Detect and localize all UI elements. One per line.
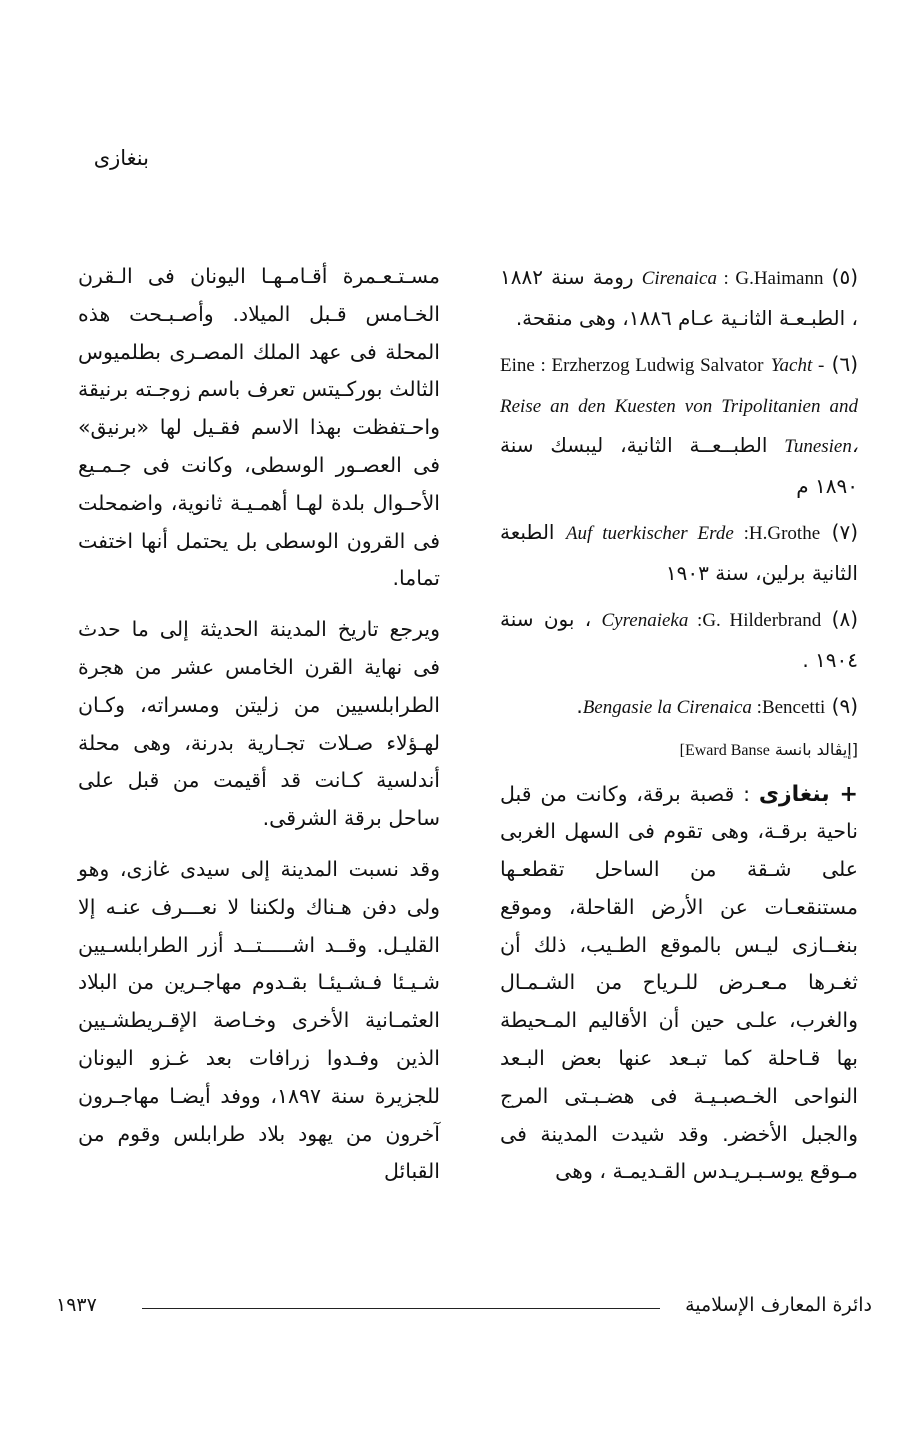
- footnote-number: (٧): [831, 520, 859, 544]
- footnote-text: الطبعة الثانية برلين، سنة ١٩٠٣: [500, 520, 858, 585]
- footnote-title: Bengasie la Cirenaica: [582, 697, 752, 718]
- footnote-number: (٩): [831, 694, 858, 718]
- footnote-title: Yacht - Reise an den Kuesten von Tripolitanien and Tunesien،: [500, 355, 858, 457]
- entry-heading: + بنغازى: [758, 781, 858, 807]
- signature-latin: Eward Banse]: [679, 741, 770, 759]
- footnote-6: [500, 345, 858, 506]
- page-footer: [56, 1294, 872, 1324]
- author-signature: [500, 735, 858, 766]
- page-number: ١٩٣٧: [56, 1294, 97, 1316]
- right-column: [500, 258, 858, 1191]
- entry-text: : قصبة برقة، وكانت من قبل ناحية برقـة، وهى تقوم فى السهل الغربى على شـقة من الساحل تقطعـها مستنقعـات عن الأرض القاحلة، وموقع بنغــازى ليـس بالموقع الطـيب، ذلك أن ثغـرها مـعـرض للـرياح من الشـمـال والغرب، علـى حين أن الأقاليم المـحيطة بها قـاحلة كما تبـعد عنها بعض البـعد النواحى الخـصبـيـة فى هضـبـتى المرج والجبل الأخضر. وقد شيدت المدينة فى مـوقع يوسـبـريـدس القـديمـة ، وهى: [500, 781, 858, 1184]
- footnote-5: [500, 258, 858, 338]
- signature-arabic: [إيڤالد بانسة: [774, 739, 858, 759]
- footnote-8: [500, 600, 858, 680]
- paragraph-2: ويرجع تاريخ المدينة الحديثة إلى ما حدث فى نهاية القرن الخامس عشر من هجرة الطرابلسيين من زليتن ومسراته، وكـان لهـؤلاء صـلات تجـارية بدرنة، وهى محلة أندلسية كـانت قد أقيمت من قبل على ساحل برقة الشرقى.: [78, 617, 440, 831]
- entry-paragraph: [500, 776, 858, 1192]
- running-header: بنغازى: [93, 146, 149, 170]
- footnote-number: (٦): [831, 352, 859, 376]
- left-column: [78, 258, 440, 1204]
- footnote-text: رومة سنة ١٨٨٢ ، الطبـعـة الثانـية عـام ١٨٨٦، وهى منقحة.: [500, 265, 858, 330]
- paragraph-1: مسـتـعـمرة أقـامـهـا اليونان فى الـقرن الخـامس قـبل الميلاد. وأصـبـحت هذه المحلة فى عهد الملك المصـرى بطلميوس الثالث بوركـيتس تعرف باسم زوجـته برنيقة واحـتفظت بهذا الاسم فقـيل لها «برنيق» فى العصـور الوسطى، وكانت فى جـمـيع الأحـوال بلدة لهـا أهمـيـة ثانوية، واضمحلت فى القرون الوسطى بل يحتمل أنها اختفت تماما.: [78, 264, 440, 591]
- footer-rule: [142, 1308, 660, 1309]
- footnote-text: .: [576, 694, 583, 718]
- footnote-9: [500, 687, 858, 728]
- footnote-number: (٨): [831, 607, 858, 631]
- footnote-author: :Bencetti: [751, 697, 826, 718]
- footnote-7: [500, 513, 858, 593]
- footnote-author: :H.Grothe: [733, 523, 821, 544]
- footnote-author: : G.Haimann: [716, 268, 824, 289]
- footnote-title: Auf tuerkischer Erde: [565, 523, 734, 544]
- paragraph-3: وقد نسبت المدينة إلى سيدى غازى، وهو ولى دفن هـناك ولكننا لا نعـــرف عنـه إلا القليـل. وقــد اشـــــتــد أزر الطرابلسـيين شـيـئا فـشـيئـا بقـدوم مهاجـرين من البلاد العثمـانية الأخرى وخـاصة الإقـريطشـيين الذين وفـدوا زرافات بعد غـزو اليونان للجزيرة سنة ١٨٩٧، ووفد أيضـا مهاجـرون آخرون من يهود بلاد طرابلس وقوم من القبائل: [78, 856, 440, 1184]
- footnote-number: (٥): [831, 265, 858, 289]
- footnote-text: ، بون سنة ١٩٠٤ .: [500, 607, 858, 672]
- footnote-text: الطبــعــة الثانية، ليبسك سنة ١٨٩٠ م: [500, 433, 858, 498]
- footnote-title: Cyrenaieka: [601, 610, 689, 631]
- footnote-author: :G. Hilderbrand: [688, 610, 822, 631]
- footer-publication-title: دائرة المعارف الإسلامية: [685, 1294, 872, 1316]
- footnote-title: Cirenaica: [641, 268, 717, 289]
- footnote-author: Eine : Erzherzog Ludwig Salvator: [500, 355, 764, 376]
